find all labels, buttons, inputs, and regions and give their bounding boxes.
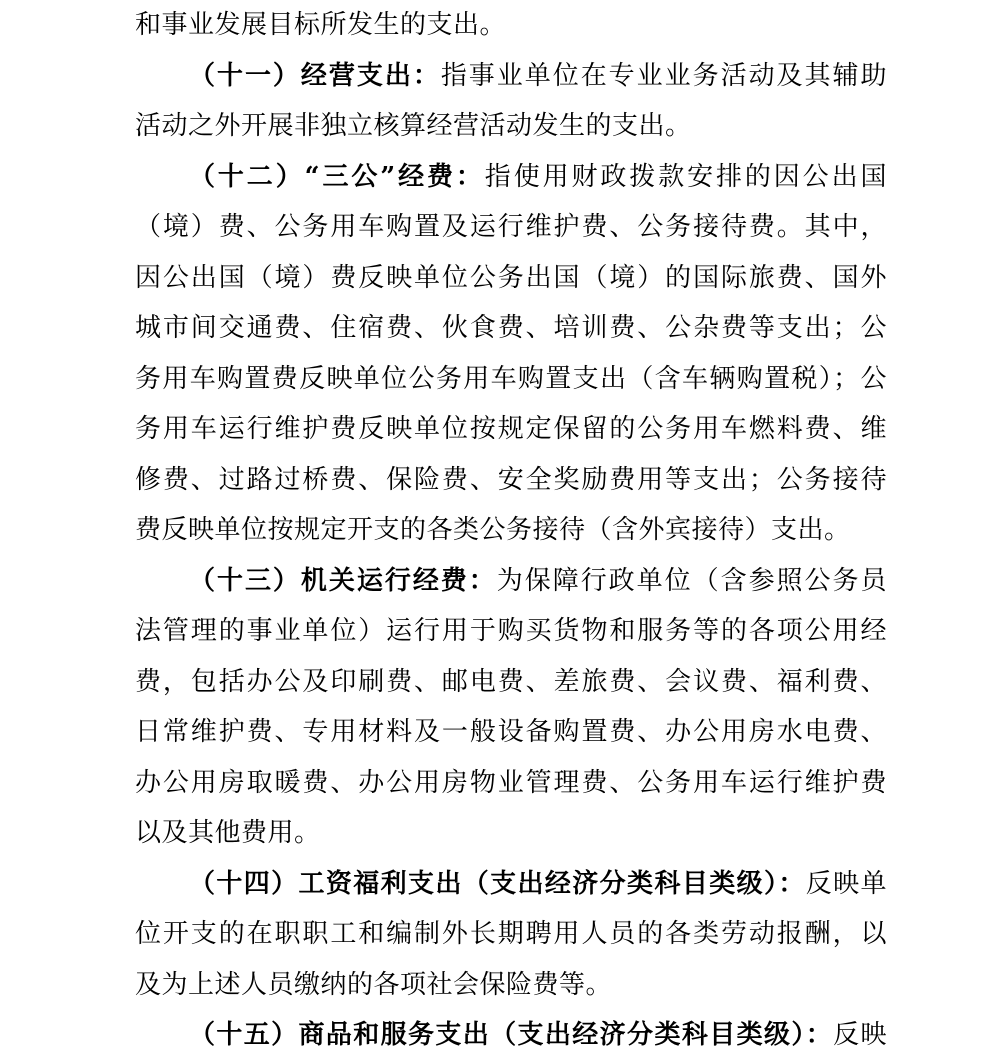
text-line-section-15 (135, 1010, 887, 1056)
line-text: 日常维护费、专用材料及一般设备购置费、办公用房水电费、 (135, 717, 887, 747)
text-line (135, 808, 887, 859)
text-line (135, 960, 887, 1011)
text-line (135, 202, 887, 253)
line-text: 指使用财政拨款安排的因公出国 (484, 161, 887, 192)
line-text: 指事业单位在专业业务活动及其辅助 (440, 60, 887, 91)
line-text: 务用车购置费反映单位公务用车购置支出（含车辆购置税）；公 (135, 363, 887, 394)
line-text: （境）费、公务用车购置及运行维护费、公务接待费。其中， (135, 212, 887, 242)
line-text: 为保障行政单位（含参照公务员 (496, 565, 887, 596)
line-text: 费反映单位按规定开支的各类公务接待（含外宾接待）支出。 (135, 515, 851, 545)
line-text: 因公出国（境）费反映单位公务出国（境）的国际旅费、国外 (135, 262, 887, 293)
line-text: 法管理的事业单位）运行用于购买货物和服务等的各项公用经 (135, 616, 887, 646)
line-text: 位开支的在职职工和编制外长期聘用人员的各类劳动报酬，以 (135, 919, 887, 949)
line-text: 反映单 (805, 868, 887, 899)
line-text: 及为上述人员缴纳的各项社会保险费等。 (135, 969, 613, 1000)
text-line (135, 404, 887, 455)
text-line (135, 0, 887, 51)
line-bold-text: （十四）工资福利支出（支出经济分类科目类级）： (189, 868, 806, 899)
line-bold-text: （十五）商品和服务支出（支出经济分类科目类级）： (189, 1020, 834, 1050)
document-text-block (135, 0, 887, 1056)
line-bold-text: （十一）经营支出： (189, 60, 441, 91)
text-line (135, 253, 887, 304)
line-text: 城市间交通费、住宿费、伙食费、培训费、公杂费等支出；公 (135, 313, 887, 343)
text-line (135, 758, 887, 809)
text-line (135, 303, 887, 354)
text-line (135, 101, 887, 152)
line-bold-text: （十二）“三公”经费： (189, 161, 485, 192)
line-text: 和事业发展目标所发生的支出。 (135, 10, 507, 40)
text-line (135, 606, 887, 657)
text-line (135, 909, 887, 960)
text-line (135, 707, 887, 758)
text-line (135, 505, 887, 556)
line-text: 办公用房取暖费、办公用房物业管理费、公务用车运行维护费 (135, 767, 887, 798)
text-line-section-14 (135, 859, 887, 910)
line-text: 以及其他费用。 (135, 818, 321, 848)
text-line (135, 657, 887, 708)
line-text: 反映 (833, 1020, 887, 1050)
text-line-section-12 (135, 152, 887, 203)
text-line-section-13 (135, 556, 887, 607)
line-bold-text: （十三）机关运行经费： (189, 565, 497, 596)
line-text: 活动之外开展非独立核算经营活动发生的支出。 (135, 111, 692, 141)
line-text: 务用车运行维护费反映单位按规定保留的公务用车燃料费、维 (135, 414, 887, 444)
line-text: 修费、过路过桥费、保险费、安全奖励费用等支出；公务接待 (135, 464, 887, 495)
line-text: 费，包括办公及印刷费、邮电费、差旅费、会议费、福利费、 (135, 666, 887, 697)
text-line-section-11 (135, 51, 887, 102)
text-line (135, 455, 887, 506)
text-line (135, 354, 887, 405)
